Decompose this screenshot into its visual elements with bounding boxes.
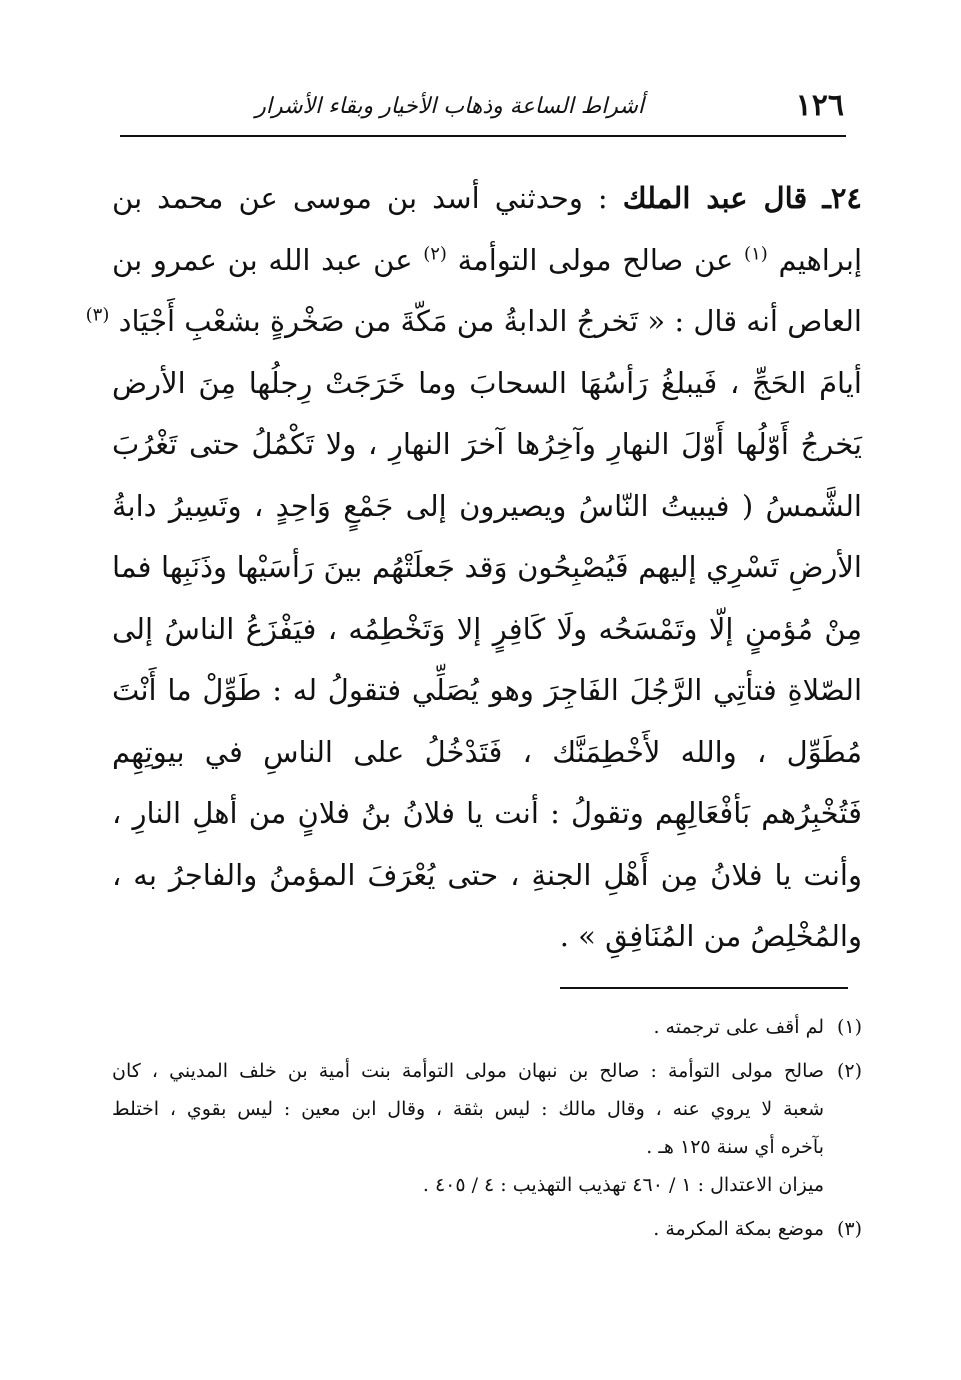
footnotes bbox=[112, 1008, 862, 1248]
speaker-label: قال عبد الملك bbox=[622, 181, 808, 215]
running-title: أشراط الساعة وذهاب الأخيار وبقاء الأشرار bbox=[255, 94, 644, 119]
text-line bbox=[112, 230, 862, 292]
text-line: مُطَوِّل ، والله لأَخْطِمَنَّك ، فَتَدْخُلُ على الناسِ في بيوتِهِم bbox=[112, 734, 862, 769]
page-header bbox=[120, 74, 844, 134]
footnote-marker: (٣) bbox=[836, 1218, 862, 1240]
footnote-text: بآخره أي سنة ١٢٥ هـ . bbox=[646, 1136, 824, 1158]
item-number: ٢٤ـ bbox=[822, 181, 862, 215]
text-segment: إبراهيم bbox=[767, 242, 862, 277]
footnote-text: موضع بمكة المكرمة . bbox=[653, 1218, 824, 1240]
footnote-text: لم أقف على ترجمته . bbox=[653, 1016, 824, 1038]
footnote-ref[interactable]: (١) bbox=[744, 242, 768, 264]
text-line bbox=[112, 168, 862, 230]
footnote-3 bbox=[112, 1210, 862, 1248]
footnote-2 bbox=[112, 1052, 862, 1090]
text-line: فَتُخْبِرُهم بَأفْعَالِهِم وتقولُ : أنت يا فلانُ بنُ فلانٍ من أهلِ النارِ ، bbox=[112, 796, 862, 830]
text-segment: : وحدثني أسد بن موسى عن محمد بن bbox=[112, 181, 623, 215]
text-line: الصّلاةِ فتأتِي الرَّجُلَ الفَاجِرَ وهو يُصَلِّي فتقولُ له : طَوِّلْ ما أَنْتَ bbox=[112, 673, 862, 707]
text-line: الشَّمسُ ( فيبيتُ النّاسُ ويصيرون إلى جَمْعٍ وَاحِدٍ ، وتَسِيرُ دابةُ bbox=[112, 488, 862, 523]
footnote-text: شعبة لا يروي عنه ، وقال مالك : ليس بثقة ، وقال ابن معين : ليس بقوي ، اختلط bbox=[112, 1098, 824, 1120]
text-line: أيامَ الحَجِّ ، فَيبلغُ رَأسُهَا السحابَ وما خَرَجَتْ رِجلُها مِنَ الأرض bbox=[112, 365, 862, 400]
text-line: وأنت يا فلانُ مِن أَهْلِ الجنةِ ، حتى يُعْرَفَ المؤمنُ والفاجرُ به ، bbox=[112, 857, 862, 892]
page-number: ١٢٦ bbox=[795, 88, 844, 123]
text-line: يَخرجُ أَوّلُها أَوّلَ النهارِ وآخِرُها آخرَ النهارِ ، ولا تَكْمُلُ حتى تَغْرُبَ bbox=[112, 427, 862, 461]
footnote-marker: (١) bbox=[836, 1016, 862, 1038]
text-segment: العاص أنه قال : « تَخرجُ الدابةُ من مَكّةَ من صَخْرةٍ بشعْبِ أَجْيَاد bbox=[109, 304, 862, 338]
footnote-marker: (٢) bbox=[836, 1060, 862, 1082]
main-text bbox=[85, 168, 862, 968]
text-line: الأرضِ تَسْرِي إليهم فَيُصْبِحُون وَقد جَعلَتْهُم بينَ رَأسَيْها وذَنَبِها فما bbox=[112, 550, 862, 584]
text-segment: عن صالح مولى التوأمة bbox=[446, 242, 745, 277]
footnote-text: صالح مولى التوأمة : صالح بن نبهان مولى التوأمة بنت أمية بن خلف المديني ، كان bbox=[112, 1060, 824, 1082]
text-line: مِنْ مُؤمنٍ إلّا وتَمْسَحُه ولَا كَافِرٍ إلا وَتَخْطِمُه ، فيَفْزَعُ الناسُ إلى bbox=[112, 611, 862, 646]
footnote-1 bbox=[112, 1008, 862, 1046]
text-line: والمُخْلِصُ من المُنَافِقِ » . bbox=[559, 919, 862, 953]
footnote-text: ميزان الاعتدال : ١ / ٤٦٠ تهذيب التهذيب : ٤ / ٤٠٥ . bbox=[422, 1174, 824, 1196]
footnote-ref[interactable]: (٢) bbox=[423, 242, 447, 264]
footnote-separator bbox=[560, 987, 848, 989]
text-segment: عن عبد الله بن عمرو بن bbox=[112, 242, 424, 277]
text-line bbox=[85, 291, 862, 353]
footnote-ref[interactable]: (٣) bbox=[85, 304, 110, 326]
header-rule bbox=[120, 135, 846, 137]
